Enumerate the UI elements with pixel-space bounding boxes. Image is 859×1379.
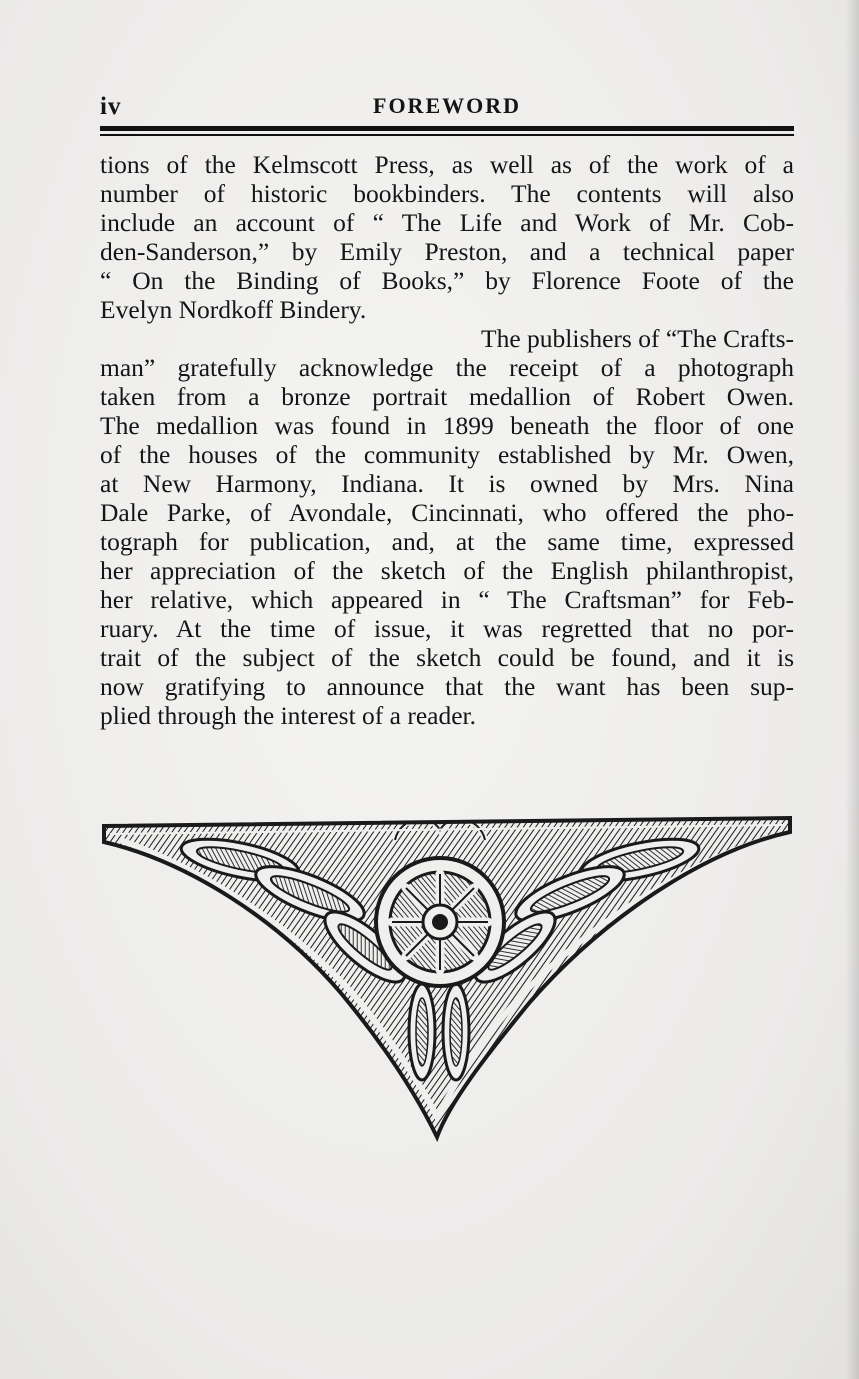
text-line: ruary. At the time of issue, it was regretted that no por- bbox=[100, 614, 794, 643]
page-number: iv bbox=[100, 93, 122, 120]
text-line: her relative, which appeared in “ The Craftsman” for Feb- bbox=[100, 585, 794, 614]
text-line: man” gratefully acknowledge the receipt of a photograph bbox=[100, 353, 794, 382]
text-line: taken from a bronze portrait medallion of Robert Owen. bbox=[100, 382, 794, 411]
page-header bbox=[100, 93, 794, 123]
text-line: Evelyn Nordkoff Bindery. bbox=[100, 295, 367, 324]
text-line: The medallion was found in 1899 beneath the floor of one bbox=[100, 411, 794, 440]
text-line: den-Sanderson,” by Emily Preston, and a technical paper bbox=[100, 237, 794, 266]
header-rule-thick bbox=[100, 126, 794, 131]
text-line: her appreciation of the sketch of the English philanthropist, bbox=[100, 556, 794, 585]
gothic-triangular-ornament-icon bbox=[100, 812, 794, 1142]
body-text bbox=[100, 150, 794, 730]
text-line: include an account of “ The Life and Work of Mr. Cob- bbox=[100, 208, 794, 237]
text-line: plied through the interest of a reader. bbox=[100, 701, 476, 730]
page-edge-shadow bbox=[845, 0, 859, 1379]
text-line: tograph for publication, and, at the same time, expressed bbox=[100, 527, 794, 556]
text-line: Dale Parke, of Avondale, Cincinnati, who offered the pho- bbox=[100, 498, 794, 527]
text-line: of the houses of the community established by Mr. Owen, bbox=[100, 440, 794, 469]
text-line: “ On the Binding of Books,” by Florence Foote of the bbox=[100, 266, 794, 295]
text-line: number of historic bookbinders. The contents will also bbox=[100, 179, 794, 208]
running-title: FOREWORD bbox=[373, 93, 521, 118]
text-line: at New Harmony, Indiana. It is owned by Mrs. Nina bbox=[100, 469, 794, 498]
text-line: trait of the subject of the sketch could be found, and it is bbox=[100, 643, 794, 672]
header-rule-thin bbox=[100, 134, 794, 136]
text-line: now gratifying to announce that the want has been sup- bbox=[100, 672, 794, 701]
text-line: tions of the Kelmscott Press, as well as of the work of a bbox=[100, 150, 794, 179]
text-line: The publishers of “The Crafts- bbox=[481, 324, 794, 353]
